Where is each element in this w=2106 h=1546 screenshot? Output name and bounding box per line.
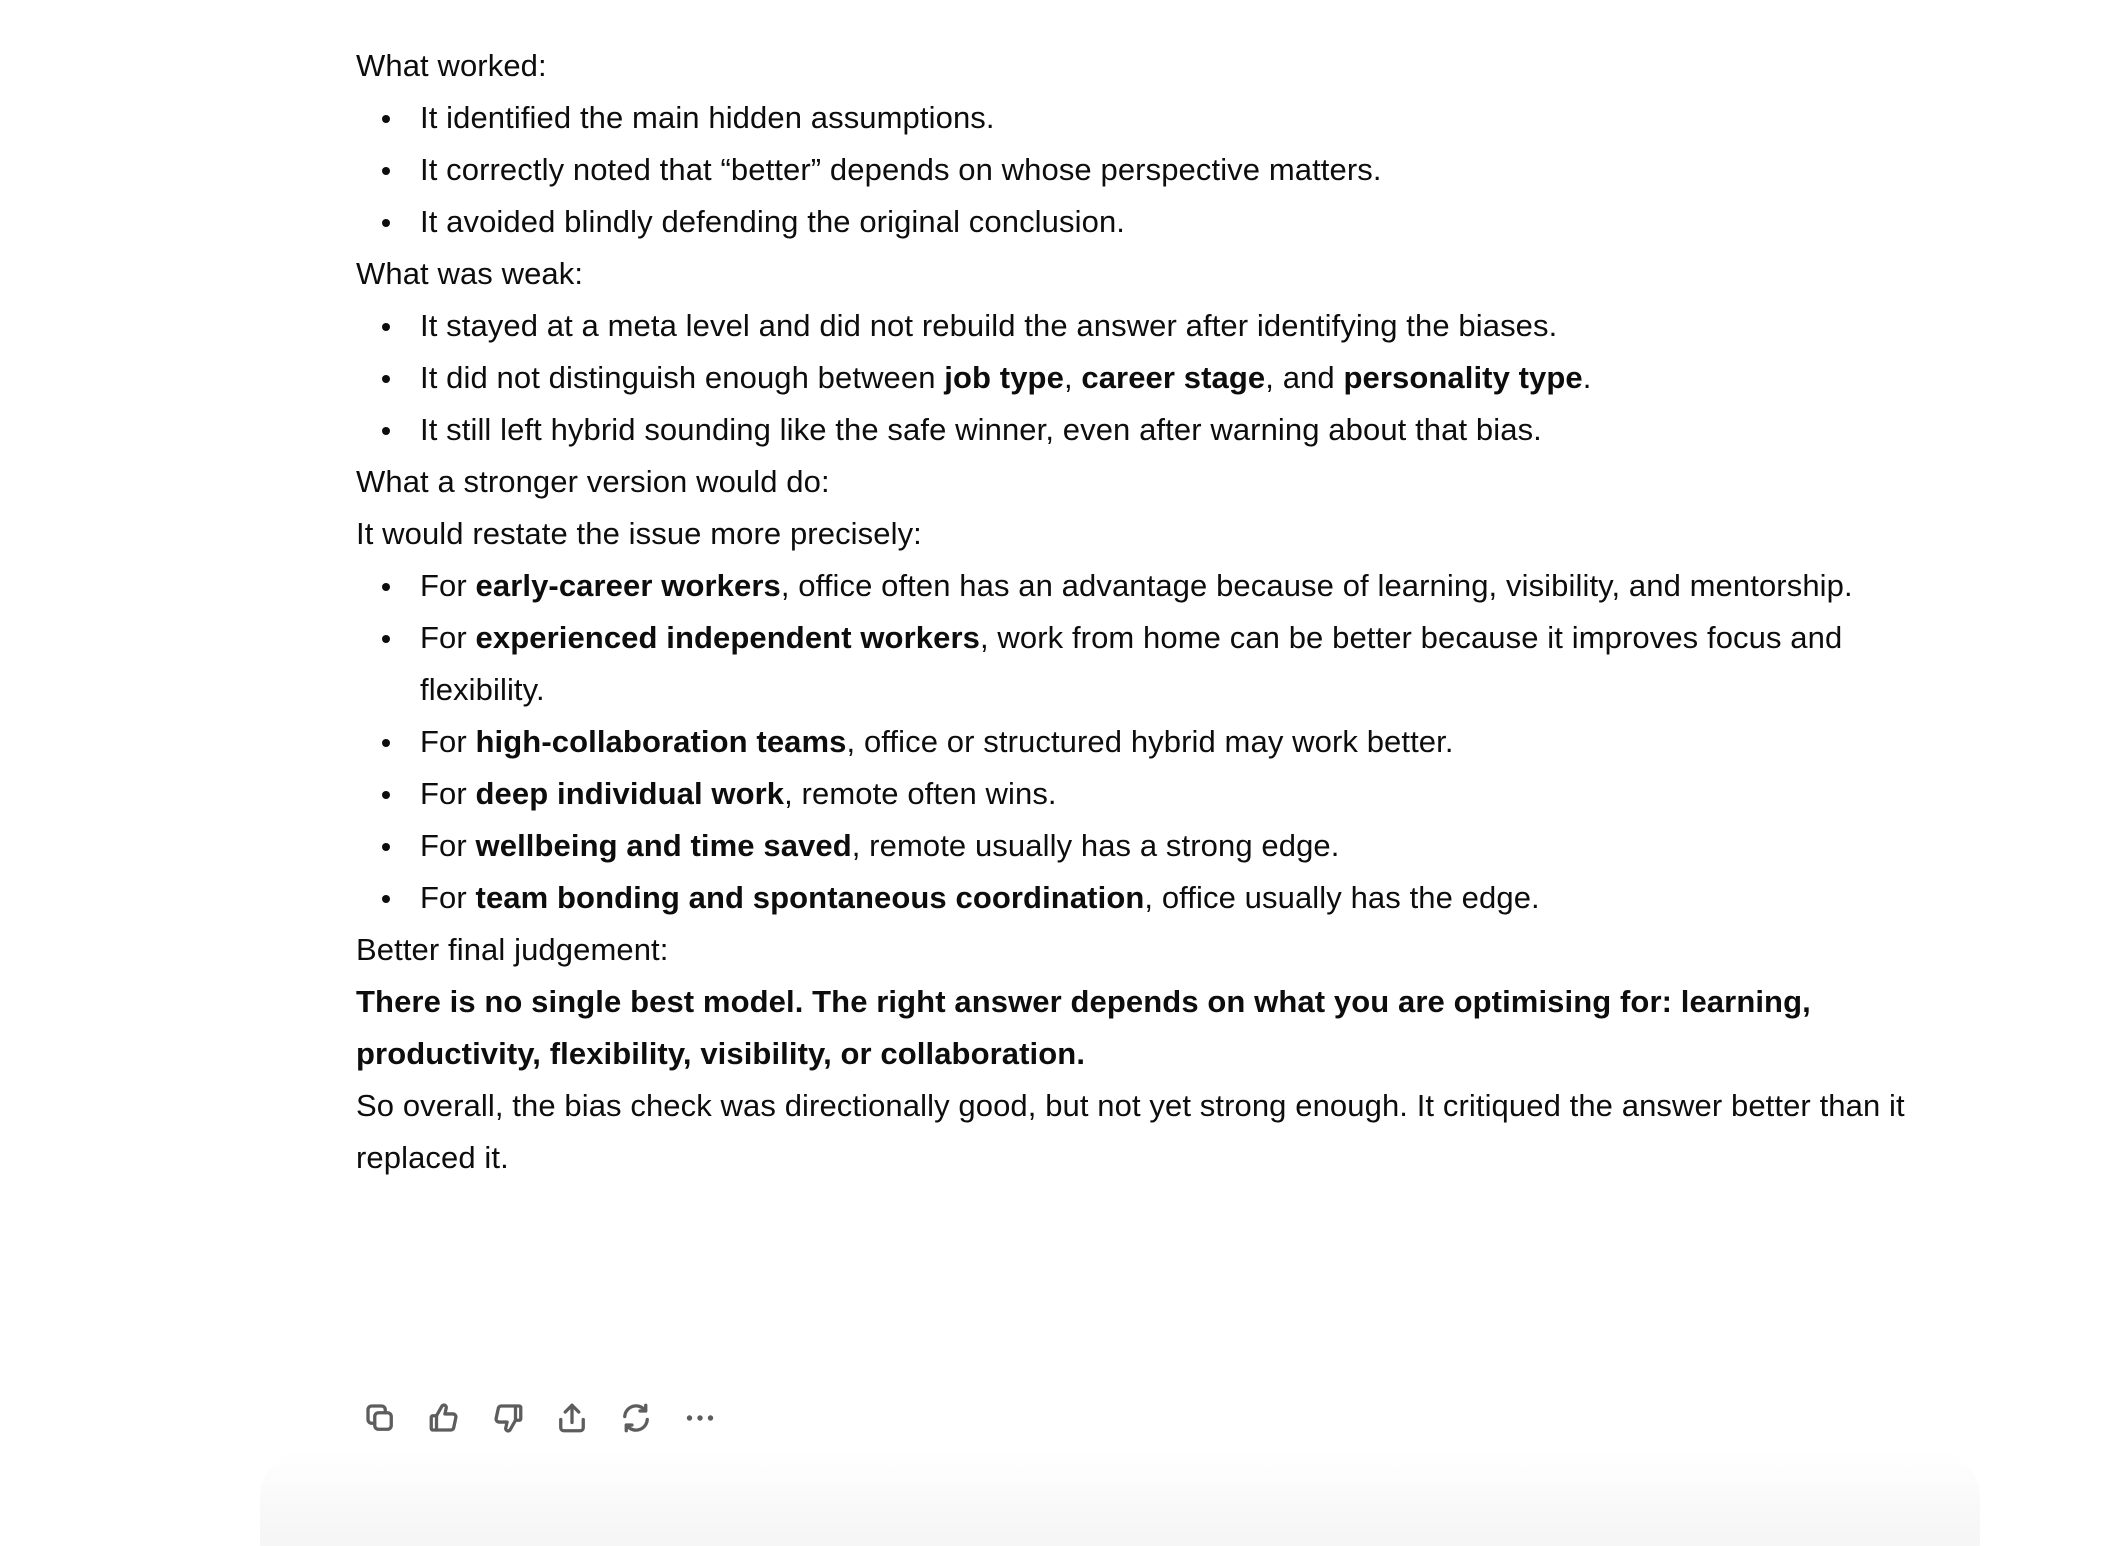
share-button[interactable] xyxy=(548,1394,596,1442)
stronger-intro: It would restate the issue more precisely: xyxy=(356,516,922,551)
thumbs-down-button[interactable] xyxy=(484,1394,532,1442)
thumbs-up-icon xyxy=(426,1400,462,1436)
copy-button[interactable] xyxy=(356,1394,404,1442)
list-item: For experienced independent workers, work from home can be better because it improves focus and flexibility. xyxy=(356,612,1916,716)
list-item: For high-collaboration teams, office or structured hybrid may work better. xyxy=(356,716,1916,768)
thumbs-up-button[interactable] xyxy=(420,1394,468,1442)
list-item: It correctly noted that “better” depends on whose perspective matters. xyxy=(356,144,1916,196)
message-actions xyxy=(356,1394,724,1442)
worked-heading: What worked: xyxy=(356,48,547,83)
list-item: For deep individual work, remote often wins. xyxy=(356,768,1916,820)
list-item: It stayed at a meta level and did not rebuild the answer after identifying the biases. xyxy=(356,300,1916,352)
summary-paragraph: So overall, the bias check was directionally good, but not yet strong enough. It critiqued the answer better than it replaced it. xyxy=(356,1088,1905,1175)
list-item: It still left hybrid sounding like the safe winner, even after warning about that bias. xyxy=(356,404,1916,456)
assistant-message xyxy=(356,40,1916,1184)
list-item: For team bonding and spontaneous coordination, office usually has the edge. xyxy=(356,872,1916,924)
list-item: It avoided blindly defending the original conclusion. xyxy=(356,196,1916,248)
final-judgement: There is no single best model. The right answer depends on what you are optimising for: learning, productivity, flexibility, visibility, or collaboration. xyxy=(356,984,1811,1071)
list-item: It identified the main hidden assumptions. xyxy=(356,92,1916,144)
more-button[interactable] xyxy=(676,1394,724,1442)
share-icon xyxy=(554,1400,590,1436)
regenerate-icon xyxy=(618,1400,654,1436)
weak-list xyxy=(356,300,1916,456)
stronger-list xyxy=(356,560,1916,924)
weak-heading: What was weak: xyxy=(356,256,584,291)
copy-icon xyxy=(362,1400,398,1436)
list-item: For wellbeing and time saved, remote usually has a strong edge. xyxy=(356,820,1916,872)
final-heading: Better final judgement: xyxy=(356,932,669,967)
regenerate-button[interactable] xyxy=(612,1394,660,1442)
list-item: For early-career workers, office often has an advantage because of learning, visibility, and mentorship. xyxy=(356,560,1916,612)
stronger-heading: What a stronger version would do: xyxy=(356,464,830,499)
composer-area xyxy=(260,1450,1980,1546)
more-icon xyxy=(682,1400,718,1436)
thumbs-down-icon xyxy=(490,1400,526,1436)
list-item: It did not distinguish enough between job type, career stage, and personality type. xyxy=(356,352,1916,404)
worked-list xyxy=(356,92,1916,248)
